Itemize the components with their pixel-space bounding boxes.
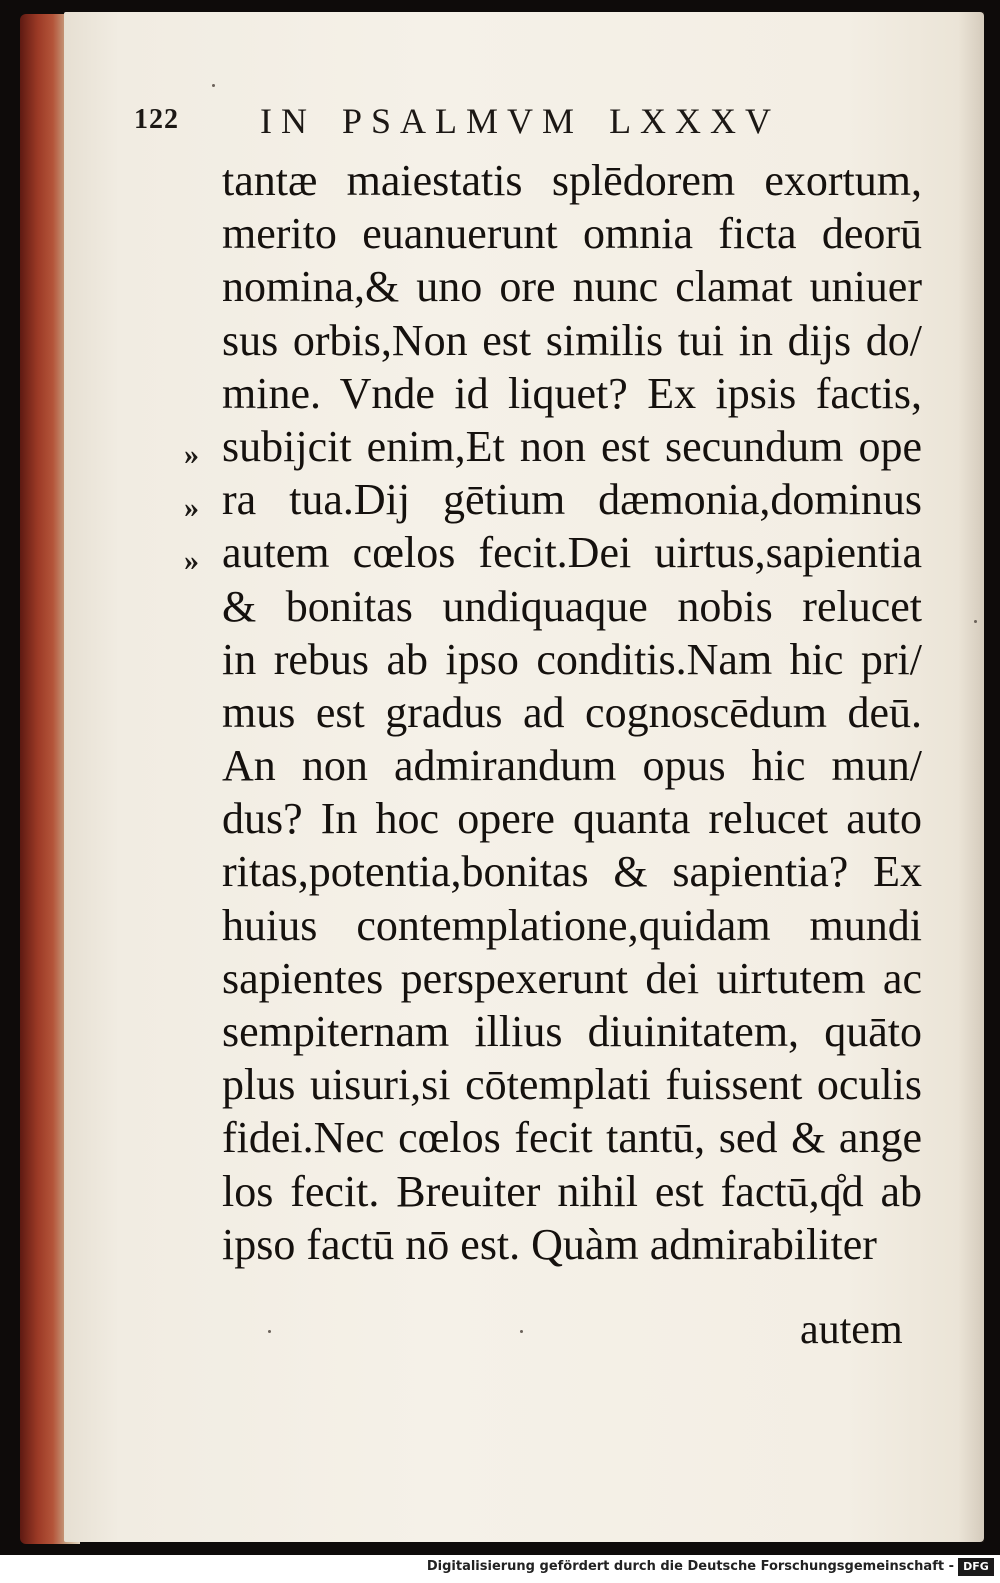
page-number: 122 — [134, 104, 179, 135]
text-line: & bonitas undiquaque nobis relucet — [222, 581, 922, 631]
marginal-quote-mark: » — [184, 438, 199, 471]
text-line: ra tua.Dij gētium dæmonia,dominus — [222, 475, 922, 525]
text-line: sempiternam illius diuinitatem, quāto — [222, 1007, 922, 1056]
text-line: ipso factū nō est. Quàm admirabiliter — [222, 1219, 877, 1269]
dfg-logo-badge: DFG — [958, 1558, 994, 1576]
running-head-part-1: IN — [260, 101, 316, 141]
text-line: in rebus ab ipso conditis.Nam hic pri/ — [222, 634, 922, 684]
paper-speck — [268, 1330, 271, 1333]
running-head-part-2: PSALMVM — [342, 101, 584, 141]
text-line: dus? In hoc opere quanta relucet auto — [222, 794, 922, 844]
text-line: huius contemplatione,quidam mundi — [222, 900, 922, 950]
paper-speck — [974, 620, 977, 623]
text-line: nomina,& uno ore nunc clamat uniuer — [222, 262, 922, 312]
text-line: ritas,potentia,bonitas & sapientia? Ex — [222, 847, 922, 897]
page-gutter-shadow — [958, 12, 984, 1542]
digitization-footer — [0, 1555, 1000, 1583]
body-text — [222, 154, 932, 1271]
catchword: autem — [800, 1307, 903, 1353]
text-line: subijcit enim,Et non est secundum ope — [222, 421, 922, 471]
text-line: An non admirandum opus hic mun/ — [222, 741, 922, 791]
text-line: los fecit. Breuiter nihil est factū,q̊d ab — [222, 1166, 922, 1216]
funding-credit: Digitalisierung gefördert durch die Deutsche Forschungsgemeinschaft - — [426, 1559, 954, 1574]
text-line: merito euanuerunt omnia ficta deorū — [222, 209, 922, 259]
text-line: tantæ maiestatis splēdorem exortum, — [222, 156, 922, 205]
running-head-part-3: LXXXV — [609, 101, 781, 141]
paper-speck — [520, 1330, 523, 1333]
text-line: fidei.Nec cœlos fecit tantū, sed & ange — [222, 1113, 922, 1163]
text-line: plus uisuri,si cōtemplati fuissent oculis — [222, 1060, 922, 1110]
marginal-quote-mark: » — [184, 491, 199, 524]
paper-speck — [212, 84, 215, 87]
running-head — [260, 100, 780, 142]
text-line: mus est gradus ad cognoscēdum deū. — [222, 687, 922, 737]
text-line: autem cœlos fecit.Dei uirtus,sapientia — [222, 528, 922, 578]
text-line: sapientes perspexerunt dei uirtutem ac — [222, 953, 922, 1003]
text-line: sus orbis,Non est similis tui in dijs do/ — [222, 315, 922, 365]
page-header — [134, 100, 874, 148]
text-line: mine. Vnde id liquet? Ex ipsis factis, — [222, 368, 922, 418]
marginal-quote-mark: » — [184, 544, 199, 577]
